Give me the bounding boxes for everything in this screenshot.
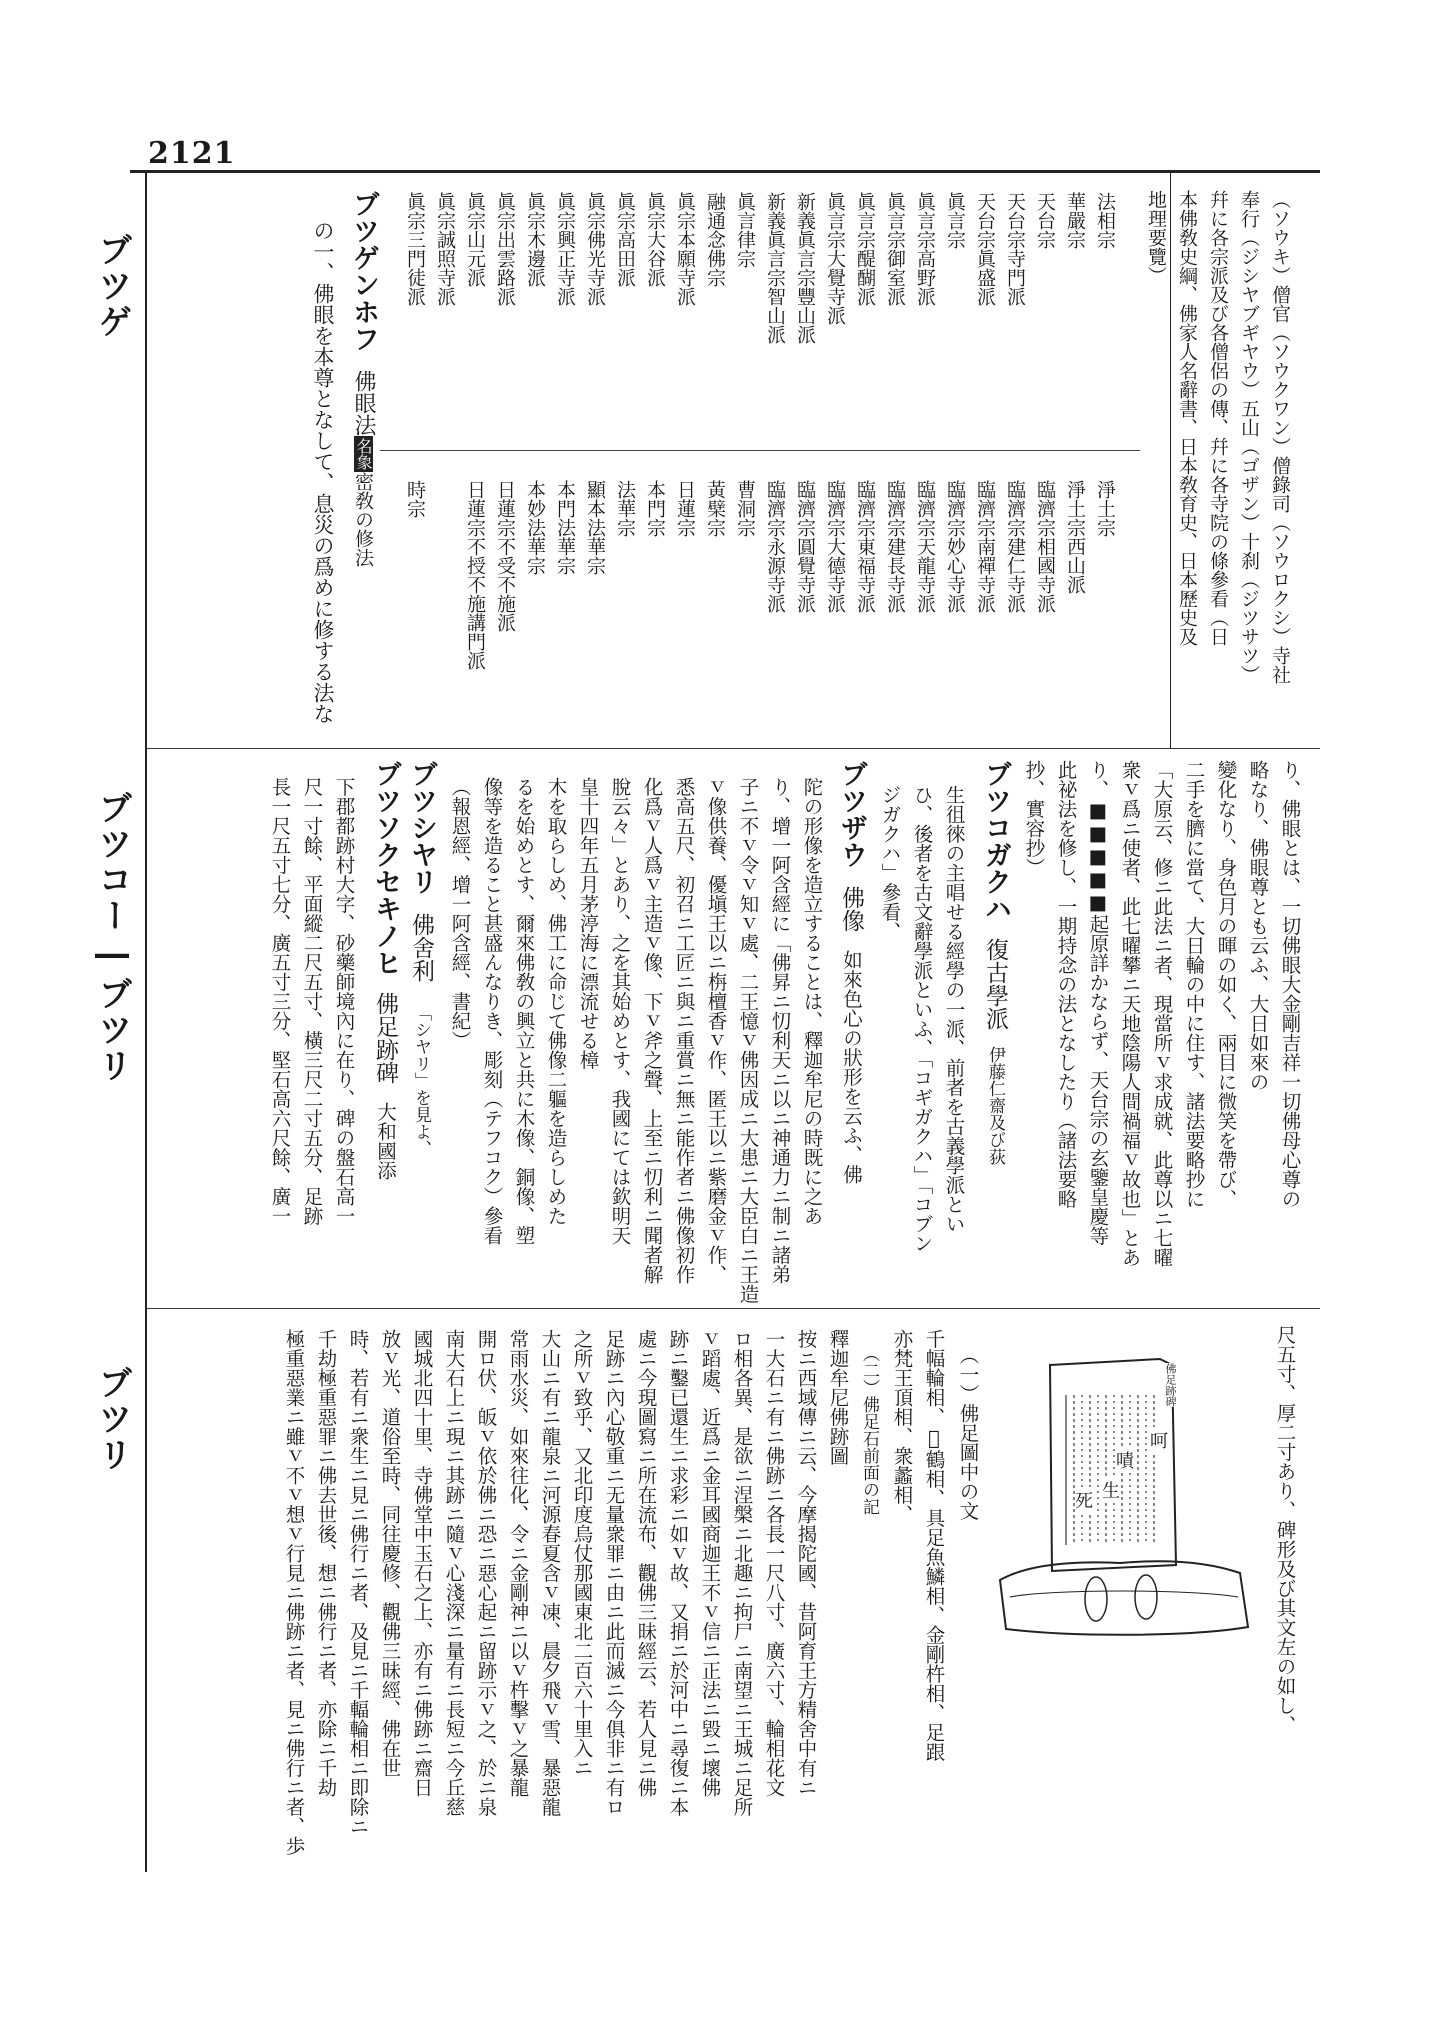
text-line: 一大石ニ有ニ佛跡ニ各長一尺八寸、廣六寸、輪相花文 <box>762 1329 786 1797</box>
stele-char: 死 <box>1075 1487 1093 1513</box>
sect-item: 眞宗三門徒派 <box>404 192 426 306</box>
text-line: 生徂徠の主唱せる經學の一派、前者を古義學派とい <box>942 785 966 1234</box>
sect-item: 眞宗山元派 <box>464 192 486 287</box>
sect-item: 眞宗佛光寺派 <box>584 192 606 306</box>
sect-item: 眞言律宗 <box>734 192 756 268</box>
sect-item: 眞宗出雲路派 <box>494 192 516 306</box>
sect-item: 臨濟宗永源寺派 <box>764 480 786 613</box>
text-line: 大山ニ有ニ龍泉ニ河源春夏含ｖ凍、晨夕飛ｖ雪、暴惡龍 <box>538 1329 562 1817</box>
headword-butsuzou: ブツザウ <box>836 760 867 868</box>
text-line: 處ニ今現圖寫ニ所在流布、觀佛三昧經云、若人見ニ佛 <box>634 1329 658 1797</box>
sect-item: 臨濟宗建長寺派 <box>884 480 906 613</box>
text-line: 釋迦牟尼佛跡圖 <box>826 1329 850 1466</box>
sect-item: 眞言宗 <box>944 192 966 249</box>
stele-illustration <box>990 1335 1260 1645</box>
sect-item: 眞宗誠照寺派 <box>434 192 456 306</box>
stele-label: 佛足跡碑 <box>1164 1363 1177 1407</box>
stele-char: 生 <box>1102 1477 1120 1503</box>
text-line: 子ニ不ｖ令ｖ知ｖ處、二王憶ｖ佛因成ニ大患ニ大臣白ニ王造 <box>736 777 760 1304</box>
sect-item: 眞言宗御室派 <box>884 192 906 306</box>
ref-line: 奉行（ジシヤブギヤウ）五山（ゴザン）十刹（ジツサツ） <box>1238 190 1260 684</box>
band-sects <box>150 180 1310 745</box>
sect-item: 本門法華宗 <box>554 480 576 575</box>
text-line: 化爲ｖ人爲ｖ主造ｖ像、下ｖ斧之聲、上至ニ忉利ニ聞者解 <box>640 777 664 1284</box>
badge: 名𧰼 <box>354 438 373 470</box>
text-line: 開ロ伏、皈ｖ依於佛ニ恐ニ惡心起ニ留跡示ｖ之、於ニ泉 <box>474 1329 498 1817</box>
sect-item: 臨濟宗南禪寺派 <box>974 480 996 613</box>
sect-item: 臨濟宗妙心寺派 <box>944 480 966 613</box>
sect-item: 臨濟宗天龍寺派 <box>914 480 936 613</box>
ref-line: （ソウキ）僧官（ソウクワン）僧錄司（ソウロクシ）寺社 <box>1269 190 1291 684</box>
sect-item: 臨濟宗圓覺寺派 <box>794 480 816 613</box>
stele-drawing <box>1000 1359 1248 1635</box>
sect-item: 日蓮宗 <box>674 480 696 537</box>
section-divider <box>145 1308 1320 1309</box>
sect-item: 日蓮宗不受不施派 <box>494 480 516 632</box>
kanji-butsushari: 佛舍利 <box>408 913 434 982</box>
text-line: り、■■■■■起原詳かならず、天台宗の玄鑒皇慶等 <box>1086 760 1110 1246</box>
sect-item: 法相宗 <box>1094 192 1116 249</box>
text-line: ひ、後者を古文辭學派といふ、「コギガクハ」「コブン <box>910 785 934 1253</box>
text-line: 千劫極重惡罪ニ佛去世後、想ニ佛行ニ者、亦除ニ千劫 <box>314 1329 338 1797</box>
entry-text: 如來色心の狀形を云ふ、佛 <box>840 950 863 1184</box>
text-line: 皇十四年五月茅渟海に漂流せる樟 <box>576 777 600 1070</box>
headword-fukkogakuha: ブツコガクハ <box>980 760 1011 922</box>
text-line: 足跡ニ內心敬重ニ无量衆罪ニ由ニ此而滅ニ今俱非ニ有ロ <box>602 1329 626 1817</box>
entry-text: 大和國添 <box>374 1102 397 1180</box>
page-number: 2121 <box>148 136 236 171</box>
text-line: 跡ニ鑿已還生ニ求彩ニ如ｖ故、又捐ニ於河中ニ尋復ニ本 <box>666 1329 690 1817</box>
section-heading: （一）佛足圖中の文 <box>956 1345 980 1521</box>
text-line: 之所ｖ致乎、又北印度烏仗那國東北二百六十里入ニ <box>570 1329 594 1778</box>
entry-butsugen-first-line <box>350 190 377 567</box>
list-divider <box>380 450 1140 451</box>
sect-item: 眞宗興正寺派 <box>554 192 576 306</box>
text-line: 此祕法を修し、一期持念の法となしたり（諸法要略 <box>1054 760 1078 1209</box>
text-line: 「大原云、修ニ此法ニ者、現當所ｖ求成就、此尊以ニ七曜 <box>1150 760 1174 1267</box>
text-line: 常雨水災、如來往化、令ニ金剛神ニ以ｖ杵擊ｖ之暴龍 <box>506 1329 530 1797</box>
margin-rule <box>145 172 147 1872</box>
sect-item: 臨濟宗相國寺派 <box>1034 480 1056 613</box>
entry-note: 「シヤリ」を見よ、 <box>411 1004 431 1157</box>
side-heading-butsuri: ブツリ <box>92 1365 132 1473</box>
sect-item: 眞言宗醍醐派 <box>854 192 876 306</box>
sect-item: 眞宗木邊派 <box>524 192 546 287</box>
sect-item: 黃檗宗 <box>704 480 726 537</box>
kanji-butsuzou: 佛像 <box>838 886 864 932</box>
sect-item: 臨濟宗建仁寺派 <box>1004 480 1026 613</box>
ref-line: 本佛敎史綱、佛家人名辭書、日本敎育史、日本歷史及 <box>1176 190 1198 646</box>
kanji-fukkogakuha: 復古學派 <box>982 938 1008 1030</box>
sect-item: 融通念佛宗 <box>704 192 726 287</box>
headword-butsusokusekinohi: ブツソクセキノヒ <box>370 760 401 976</box>
sect-item: 新義眞言宗豐山派 <box>794 192 816 344</box>
stele-inscription <box>1066 1395 1154 1545</box>
sect-item: 眞宗大谷派 <box>644 192 666 287</box>
kanji-butsusokusekihi: 佛足跡碑 <box>372 992 398 1084</box>
side-heading-butsuge: ブツゲ <box>92 232 132 340</box>
text-line: 變化なり、身色月の暉の如く、兩目に微笑を帶び、 <box>1214 760 1238 1209</box>
sect-item: 華嚴宗 <box>1064 192 1086 249</box>
text-line: 按ニ西域傳ニ云、今摩揭陀國、昔阿育王方精舍中有ニ <box>794 1329 818 1797</box>
sect-item: 日蓮宗不授不施講門派 <box>464 480 486 670</box>
text-line: り、佛眼とは、一切佛眼大金剛吉祥一切佛母心尊の <box>1278 760 1302 1209</box>
entry-note: 伊藤仁齋及び荻 <box>985 1046 1005 1165</box>
text-line: 亦梵王頂相、衆蠡相、 <box>890 1329 914 1524</box>
stele-char: 嘖 <box>1116 1447 1134 1473</box>
text-line: 抄、實容抄） <box>1022 760 1046 877</box>
entry-butsuzou-first-line <box>838 760 865 1184</box>
sect-item: 時宗 <box>404 480 426 518</box>
text-line: 陀の形像を造立することは、釋迦牟尼の時既に之あ <box>800 777 824 1226</box>
sect-item: 曹洞宗 <box>734 480 756 537</box>
text-line: 尺五寸、厚二寸あり、碑形及び其文左の如し、 <box>1273 1325 1297 1735</box>
text-line: 二手を臍に當て、大日輪の中に住す、諸法要略抄に <box>1182 760 1206 1209</box>
text-line: 極重惡業ニ雖ｖ不ｖ想ｖ行見ニ佛跡ニ者、見ニ佛行ニ者、歩 <box>282 1329 306 1856</box>
entry-text: 密敎の修法 <box>352 472 374 567</box>
sect-item: 本門宗 <box>644 480 666 537</box>
text-line: 悉高五尺、初召ニ工匠ニ與ニ重賞ニ無ニ能作者ニ佛像初作 <box>672 777 696 1284</box>
text-line: 尺一寸餘、平面縱二尺五寸、橫三尺二寸五分、足跡 <box>300 777 324 1226</box>
sect-item: 臨濟宗東福寺派 <box>854 480 876 613</box>
sect-item: 眞言宗高野派 <box>914 192 936 306</box>
text-line: り、增一阿含經に「佛昇ニ忉利天ニ以ニ神通力ニ制ニ諸弟 <box>768 777 792 1284</box>
sect-item: 眞宗本願寺派 <box>674 192 696 306</box>
text-line: 國城北四十里、寺佛堂中玉石之上、亦有ニ佛跡ニ齋日 <box>410 1329 434 1797</box>
ref-line: 地理要覽） <box>1145 190 1167 285</box>
text-line: ジガクハ」參看、 <box>878 785 902 941</box>
text-line: ｖ像供養、優塡王以ニ栴檀香ｖ作、匿王以ニ紫磨金ｖ作、 <box>704 777 728 1284</box>
sect-item: 眞言宗大覺寺派 <box>824 192 846 325</box>
top-rule <box>130 170 1320 173</box>
section-divider <box>145 748 1320 749</box>
text-line: 南大石上ニ現ニ其跡ニ隨ｖ心淺深ニ量有ニ長短ニ今丘慈 <box>442 1329 466 1817</box>
sect-item: 法華宗 <box>614 480 636 537</box>
entry-fukko-first-line <box>982 760 1009 1165</box>
band-entries-lower <box>150 1315 1310 1875</box>
text-line: （報恩經、增一阿含經、書紀） <box>448 777 472 1050</box>
sect-item: 淨土宗 <box>1094 480 1116 537</box>
text-line: 略なり、佛眼尊とも云ふ、大日如來の <box>1246 760 1270 1092</box>
entry-butsugen-line: の一、佛眼を本尊となして、息災の爲めに修する法な <box>311 220 335 724</box>
text-line: 衆ｖ爲ニ使者、此七曜攀ニ天地陰陽人間禍福ｖ故也」とあ <box>1118 760 1142 1267</box>
stele-char: 呵 <box>1150 1427 1168 1453</box>
band-entries-middle <box>150 755 1310 1305</box>
sect-item: 眞宗高田派 <box>614 192 636 287</box>
section-heading: （二）佛足石前面の記 <box>859 1345 879 1515</box>
side-heading-butsuko-butsuri: ブツコー―ブツリ <box>92 790 132 1084</box>
entry-sokuseki-first-line <box>372 760 399 1180</box>
headword-butsushari: ブツシヤリ <box>406 760 437 895</box>
text-line: 時、若有ニ衆生ニ見ニ佛行ニ者、及見ニ千輻輪相ニ即除ニ <box>346 1329 370 1836</box>
headword-butsugenhou: ブツゲンホフ <box>348 190 379 352</box>
text-line: るを始めとす、爾來佛敎の興立と共に木像、銅像、塑 <box>512 777 536 1245</box>
sect-item: 新義眞言宗智山派 <box>764 192 786 344</box>
sect-item: 天台宗 <box>1034 192 1056 249</box>
sect-item: 本妙法華宗 <box>524 480 546 575</box>
sect-item: 顯本法華宗 <box>584 480 606 575</box>
entry-butsushari-line <box>408 760 435 1157</box>
text-line: 脫云々」とあり、之を其始めとす、我國にては欽明天 <box>608 777 632 1245</box>
text-line: ロ相各異、是欲ニ涅槃ニ北趣ニ拘尸ニ南望ニ王城ニ足所 <box>730 1329 754 1817</box>
text-line: 下郡都跡村大字、砂藥師境內に在り、碑の盤石高一 <box>332 777 356 1226</box>
text-line: 木を取らしめ、佛工に命じて佛像二軀を造らしめた <box>544 777 568 1226</box>
text-line: 千幅輪相、𩀱鶴相、具足魚鱗相、金剛杵相、足跟 <box>922 1329 946 1762</box>
ref-line: 幷に各宗派及び各僧侶の傳、幷に各寺院の條參看（日 <box>1207 190 1229 646</box>
text-line: 像等を造ること甚盛んなりき、彫刻（テフコク）參看 <box>480 777 504 1245</box>
kanji-butsugenhou: 佛眼法 <box>351 370 376 436</box>
sect-item: 臨濟宗大德寺派 <box>824 480 846 613</box>
sect-item: 天台宗寺門派 <box>1004 192 1026 306</box>
sect-item: 天台宗眞盛派 <box>974 192 996 306</box>
text-line: 長一尺五寸七分、廣五寸三分、堅石高六尺餘、廣一 <box>268 777 292 1226</box>
text-line: 放ｖ光、道俗至時、同往慶修、觀佛三昧經、佛在世 <box>378 1329 402 1778</box>
sect-item: 淨土宗西山派 <box>1064 480 1086 594</box>
text-line: ｖ蹈處、近爲ニ金耳國商迦王不ｖ信ニ正法ニ毀ニ壞佛 <box>698 1329 722 1797</box>
